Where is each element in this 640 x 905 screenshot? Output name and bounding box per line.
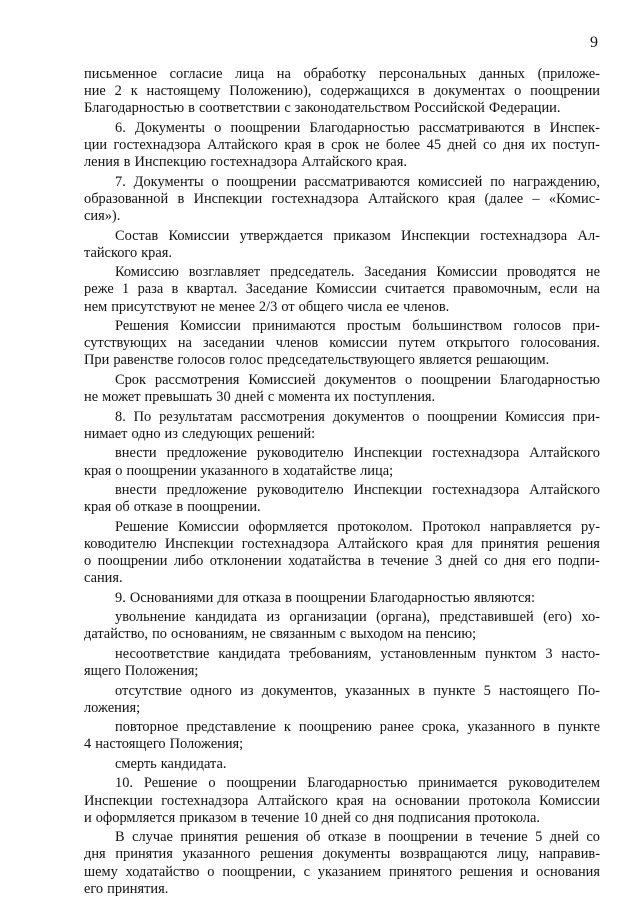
text-line: Состав Комиссии утверждается приказом Инспекции гостехнадзора Ал- [115, 227, 600, 244]
text-line: Решение Комиссии оформляется протоколом. Протокол направляется ру- [115, 518, 600, 535]
text-line: ководителю Инспекции гостехнадзора Алтайского края для принятия решения [84, 535, 600, 552]
text-line: дня принятия указанного решения документы возвращаются лицу, направив- [84, 846, 600, 863]
paragraph [84, 829, 600, 898]
text-line: 7. Документы о поощрении рассматриваются комиссией по награждению, [115, 173, 600, 190]
text-line: При равенстве голосов голос председательствующего является решающим. [84, 352, 550, 369]
paragraph [84, 228, 600, 262]
text-line: увольнение кандидата из организации (органа), представившей (его) хо- [115, 609, 600, 626]
paragraph [84, 590, 600, 607]
text-line: Благодарностью в соответствии с законодательством Российской Федерации. [84, 100, 561, 117]
paragraph [84, 264, 600, 316]
paragraph [84, 372, 600, 406]
paragraph [84, 519, 600, 588]
paragraph [84, 482, 600, 516]
text-line: 8. По результатам рассмотрения документов о поощрении Комиссия при- [115, 408, 600, 425]
paragraph [84, 646, 600, 680]
text-line: реже 1 раза в квартал. Заседание Комиссии считается правомочным, если на [84, 281, 600, 298]
text-line: не может превышать 30 дней с момента их поступления. [84, 389, 436, 406]
text-line: его принятия. [84, 880, 169, 897]
text-line: 6. Документы о поощрении Благодарностью рассматриваются в Инспек- [115, 119, 600, 136]
paragraph [84, 409, 600, 443]
text-line: сутствующих на заседании членов комиссии путем открытого голосования. [84, 335, 600, 352]
text-line: 10. Решение о поощрении Благодарностью принимается руководителем [115, 775, 600, 792]
text-line: Решения Комиссии принимаются простым большинством голосов при- [115, 318, 600, 335]
text-line: 4 настоящего Положения; [84, 736, 244, 753]
paragraph [84, 683, 600, 717]
text-line: шему ходатайство о поощрении, с указанием принятого решения и основания [84, 863, 600, 880]
paragraph [84, 445, 600, 479]
text-line: Инспекции гостехнадзора Алтайского края на основании протокола Комиссии [84, 792, 600, 809]
text-line: письменное согласие лица на обработку персональных данных (приложе- [84, 66, 600, 82]
document-body [84, 66, 600, 900]
text-line: внести предложение руководителю Инспекции гостехнадзора Алтайского [115, 481, 600, 498]
text-line: края об отказе в поощрении. [84, 499, 261, 516]
paragraph [84, 756, 600, 773]
text-line: повторное представление к поощрению ранее срока, указанного в пункте [115, 719, 600, 736]
text-line: ции гостехнадзора Алтайского края в срок не более 45 дней со дня их поступ- [84, 137, 600, 154]
text-line: ние 2 к настоящему Положению), содержащихся в документах о поощрении [84, 83, 600, 100]
text-line: ления в Инспекцию гостехнадзора Алтайского края. [84, 154, 407, 171]
paragraph [84, 719, 600, 753]
page-number: 9 [590, 34, 598, 51]
text-line: ящего Положения; [84, 663, 199, 680]
text-line: ложения; [84, 699, 141, 716]
paragraph [84, 120, 600, 172]
text-line: отсутствие одного из документов, указанных в пункте 5 настоящего По- [115, 682, 600, 699]
paragraph [84, 66, 600, 118]
text-line: о поощрении либо отклонении ходатайства в течение 3 дней со дня его подпи- [84, 553, 600, 570]
text-line: Комиссию возглавляет председатель. Заседания Комиссии проводятся не [115, 264, 600, 281]
text-line: сия»). [84, 208, 121, 225]
text-line: 9. Основаниями для отказа в поощрении Благодарностью являются: [115, 589, 536, 606]
text-line: нимает одно из следующих решений: [84, 425, 316, 442]
text-line: образованной в Инспекции гостехнадзора Алтайского края (далее – «Комис- [84, 190, 600, 207]
text-line: внести предложение руководителю Инспекции гостехнадзора Алтайского [115, 445, 600, 462]
text-line: датайство, по основаниям, не связанным с выходом на пенсию; [84, 626, 477, 643]
text-line: несоответствие кандидата требованиям, установленным пунктом 3 насто- [115, 645, 600, 662]
text-line: нем присутствуют не менее 2/3 от общего числа ее членов. [84, 298, 450, 315]
text-line: В случае принятия решения об отказе в поощрении в течение 5 дней со [115, 829, 600, 846]
text-line: и оформляется приказом в течение 10 дней со дня подписания протокола. [84, 809, 540, 826]
text-line: тайского края. [84, 244, 172, 261]
text-line: края о поощрении указанного в ходатайстве лица; [84, 462, 394, 479]
text-line: Срок рассмотрения Комиссией документов о поощрении Благодарностью [115, 371, 600, 388]
paragraph [84, 775, 600, 827]
paragraph [84, 609, 600, 643]
paragraph [84, 318, 600, 370]
paragraph [84, 174, 600, 226]
text-line: сания. [84, 570, 123, 587]
text-line: смерть кандидата. [115, 755, 227, 772]
